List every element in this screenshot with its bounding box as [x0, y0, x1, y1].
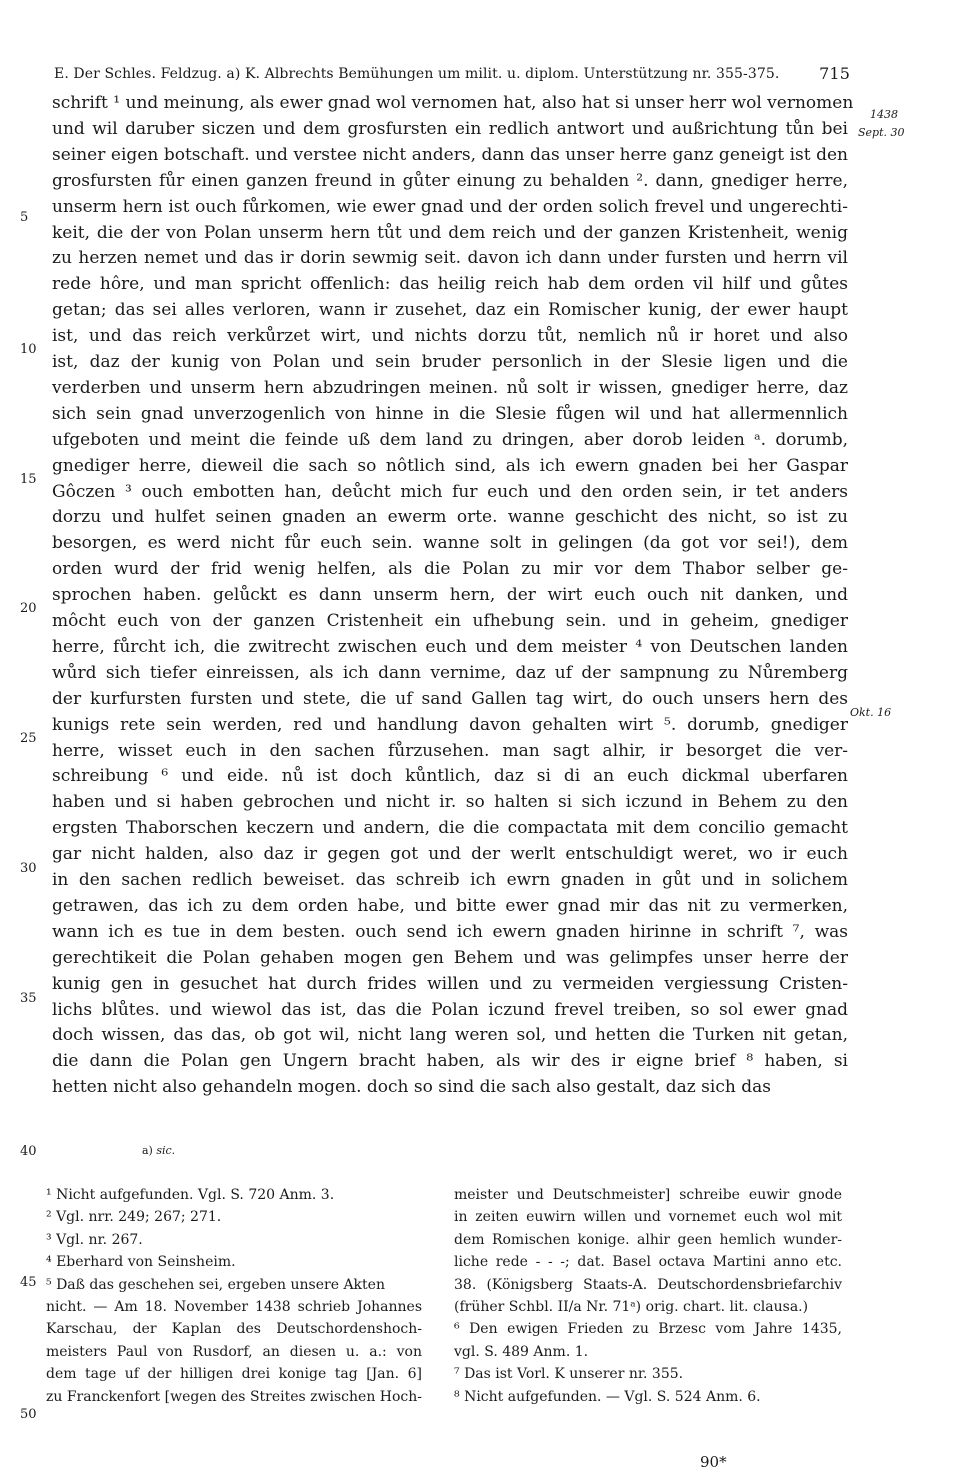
signature-mark: 90*	[700, 1453, 727, 1471]
line-number: 15	[20, 472, 37, 487]
running-title: E. Der Schles. Feldzug. a) K. Albrechts Bemühungen um milit. u. diplom. Unterstützung nr. 355-375.	[54, 66, 780, 82]
footnote-line: ⁸ Nicht aufgefunden. — Vgl. S. 524 Anm. 6.	[454, 1388, 761, 1405]
footnote-line: ¹ Nicht aufgefunden. Vgl. S. 720 Anm. 3.	[46, 1187, 335, 1203]
text-line: ergsten Thaborschen keczern und andern, die die compactata mit dem concilio gemacht	[52, 818, 848, 839]
text-line: wůrd sich tiefer einreissen, als ich dann vernime, daz uf der sampnung zu Nůremberg	[52, 662, 848, 683]
text-line: in den sachen redlich beweiset. das schreib ich ewrn gnaden in gůt und in solichem	[52, 870, 848, 890]
text-line: ist, daz der kunig von Polan und sein bruder personlich in der Slesie ligen und die	[52, 352, 848, 372]
footnote-line: in zeiten euwirn willen und vornemet euch wol mit	[454, 1209, 842, 1226]
text-line: gnediger herre, dieweil die sach so nôtlich sind, als ich ewern gnaden bei her Gaspar	[52, 455, 848, 476]
text-line: grosfursten fůr einen ganzen freund in gůter einung zu behalden ². dann, gnediger herre,	[52, 170, 848, 191]
text-line: schrift ¹ und meinung, als ewer gnad wol vernomen hat, also hat si unser herr wol vernomen	[52, 93, 854, 113]
text-line: seiner eigen botschaft. und verstee nicht anders, dann das unser herre ganz geneigt ist den	[52, 144, 848, 165]
line-number: 20	[20, 601, 37, 616]
textual-note-marker: a)	[142, 1144, 153, 1157]
margin-date: Okt. 16	[850, 706, 892, 719]
footnote-line: ⁵ Daß das geschehen sei, ergeben unsere Akten	[46, 1276, 385, 1293]
text-line: besorgen, es werd nicht fůr euch sein. wanne solt in gelingen (da got vor sei!), dem	[52, 533, 848, 554]
text-line: getan; das sei alles verloren, wann ir zusehet, daz ein Romischer kunig, der ewer haupt	[52, 300, 848, 321]
text-line: Gôczen ³ ouch embotten han, deůcht mich fur euch und den orden sein, ir tet anders	[52, 481, 848, 502]
footnote-line: dem Romischen konige. alhir geen hemlich wunder-	[454, 1231, 842, 1248]
line-number: 5	[20, 210, 29, 225]
text-line: kunig gen in gesuchet hat durch frides willen und zu vermeiden vergiessung Cristen-	[52, 973, 848, 994]
text-line: getrawen, das ich zu dem orden habe, und bitte ewer gnad mir das nit zu vermerken,	[52, 895, 848, 916]
footnote-line: ⁶ Den ewigen Frieden zu Brzesc vom Jahre 1435,	[454, 1321, 842, 1338]
textual-note-text: sic.	[156, 1144, 176, 1157]
text-line: gerechtikeit die Polan gehaben mogen gen Behem und was gelimpfes unser herre der	[52, 947, 848, 968]
margin-date: Sept. 30	[858, 126, 905, 139]
footnote-line: Karschau, der Kaplan des Deutschordenshoch-	[46, 1321, 422, 1338]
text-line: zu herzen nemet und das ir dorin sewmig seit. davon ich dann under fursten und herrn vil	[52, 248, 848, 269]
textual-note-a	[142, 1144, 175, 1157]
margin-year: 1438	[870, 108, 898, 121]
text-line: rede hôre, und man spricht offenlich: das heilig reich hab dem orden vil hilf und gůtes	[52, 274, 848, 295]
text-line: herre, wisset euch in den sachen fůrzusehen. man sagt alhir, ir besorget die ver-	[52, 740, 848, 761]
text-line: schreibung ⁶ und eide. nů ist doch kůntlich, daz si di an euch dickmal uberfaren	[52, 766, 848, 787]
text-line: verderben und unserm hern abzudringen meinen. nů solt ir wissen, gnediger herre, daz	[52, 377, 848, 398]
footnote-line: liche rede - - -; dat. Basel octava Martini anno etc.	[454, 1254, 842, 1271]
footnote-line: 38. (Königsberg Staats-A. Deutschordensbriefarchiv	[454, 1276, 842, 1293]
footnote-line: vgl. S. 489 Anm. 1.	[454, 1343, 589, 1360]
text-line: ist, und das reich verkůrzet wirt, und nichts dorzu tůt, nemlich nů ir horet und also	[52, 326, 848, 347]
line-number: 25	[20, 731, 37, 746]
text-line: dorzu und hulfet seinen gnaden an ewerm orte. wanne geschicht des nicht, so ist zu	[52, 507, 848, 528]
text-line: die dann die Polan gen Ungern bracht haben, als wir des ir eigne brief ⁸ haben, si	[52, 1051, 848, 1072]
footnote-line: meisters Paul von Rusdorf, an diesen u. a.: von	[46, 1343, 422, 1360]
footnote-line: zu Franckenfort [wegen des Streites zwischen Hoch-	[46, 1388, 423, 1405]
line-number: 45	[20, 1275, 37, 1290]
text-line: keit, die der von Polan unserm hern tůt und dem reich und der ganzen Kristenheit, wenig	[52, 222, 848, 243]
text-line: herre, fůrcht ich, die zwitrecht zwischen euch und dem meister ⁴ von Deutschen landen	[52, 636, 848, 657]
text-line: orden wurd der frid wenig helfen, als die Polan zu mir vor dem Thabor selber ge-	[52, 559, 848, 580]
text-line: wann ich es tue in dem besten. ouch send ich ewern gnaden hirinne in schrift ⁷, was	[52, 921, 848, 942]
text-line: lichs blůtes. und wiewol das ist, das die Polan iczund frevel treiben, so sol ewer gnad	[52, 999, 848, 1020]
footnote-line: ⁷ Das ist Vorl. K unserer nr. 355.	[454, 1366, 684, 1383]
footnote-line: ³ Vgl. nr. 267.	[46, 1231, 143, 1248]
text-line: doch wissen, das das, ob got wil, nicht lang weren sol, und hetten die Turken nit getan,	[52, 1025, 848, 1046]
footnote-line: (früher Schbl. II/a Nr. 71ᵃ) orig. chart. lit. clausa.)	[454, 1299, 809, 1315]
text-line: haben und si haben gebrochen und nicht ir. so halten si sich iczund in Behem zu den	[52, 792, 848, 813]
line-number: 35	[20, 991, 37, 1006]
footnote-line: ⁴ Eberhard von Seinsheim.	[46, 1254, 236, 1271]
footnote-line: dem tage uf der hilligen drei konige tag [Jan. 6]	[46, 1366, 422, 1383]
line-number: 40	[20, 1144, 37, 1159]
text-line: der kurfursten fursten und stete, die uf sand Gallen tag wirt, do ouch unsers hern des	[52, 688, 848, 709]
text-line: und wil daruber siczen und dem grosfursten ein redlich antwort und außrichtung tůn bei	[52, 118, 848, 139]
line-number: 50	[20, 1407, 37, 1422]
text-line: môcht euch von der ganzen Cristenheit ein ufhebung sein. und in geheim, gnediger	[52, 611, 848, 631]
running-header	[54, 64, 850, 86]
footnote-line: ² Vgl. nrr. 249; 267; 271.	[46, 1209, 222, 1226]
footnote-line: meister und Deutschmeister] schreibe euwir gnode	[454, 1187, 842, 1203]
text-line: ufgeboten und meint die feinde uß dem land zu dringen, aber dorob leiden ᵃ. dorumb,	[52, 429, 848, 450]
text-line: unserm hern ist ouch fůrkomen, wie ewer gnad und der orden solich frevel und ungerechti-	[52, 196, 848, 217]
page-number: 715	[819, 64, 850, 83]
line-number: 30	[20, 861, 37, 876]
text-line: sprochen haben. gelůckt es dann unserm hern, der wirt euch ouch nit danken, und	[52, 585, 848, 606]
text-line: sich sein gnad unverzogenlich von hinne in die Slesie fůgen wil und hat allermennlich	[52, 403, 848, 424]
text-line: hetten nicht also gehandeln mogen. doch so sind die sach also gestalt, daz sich das	[52, 1077, 771, 1098]
line-number: 10	[20, 342, 37, 357]
text-line: gar nicht halden, also daz ir gegen got und der werlt entschuldigt weret, wo ir euch	[52, 844, 848, 865]
footnote-line: nicht. — Am 18. November 1438 schrieb Johannes	[46, 1299, 422, 1315]
text-line: kunigs rete sein werden, red und handlung davon gehalten wirt ⁵. dorumb, gnediger	[52, 714, 848, 735]
